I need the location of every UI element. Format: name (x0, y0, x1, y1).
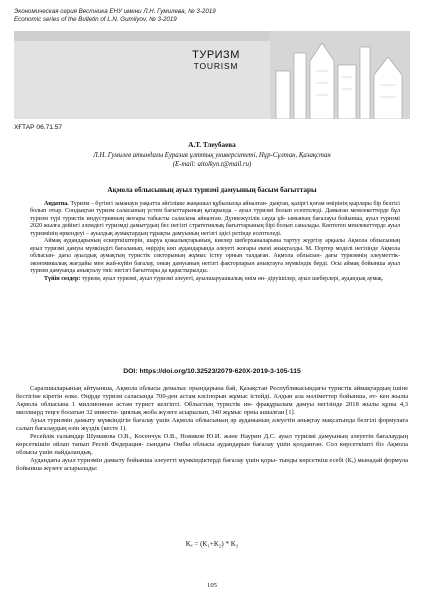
doi-link[interactable]: DOI: https://doi.org/10.32523/2079-620X-2019-3-105-115 (123, 368, 301, 375)
banner-title-en: TOURISM (193, 61, 239, 71)
running-head-line-1: Экономическая серия Вестника ЕНУ имени Л.Н. Гумилева, № 3-2019 (14, 8, 216, 15)
body-line: Ауыл туризмін дамыту мүмкіндігін бағалау үшін Ақмола облысының әр ауданының (30, 417, 270, 425)
abstract (30, 201, 400, 283)
abstract-line: тиіс негізгі бағыттары да қарастырылды. (102, 268, 209, 275)
abstract-line: көп аудандарында әлеуеті жоғары екені анықталды. М. Портер моделі негізінде Ақмола облысын- (30, 245, 400, 260)
author-affiliation (0, 152, 424, 169)
body-line: тынды көрсеткіш есебі (Кₑ) мынадай формула бойынша жүзеге асырылады: (16, 457, 408, 473)
body-line: әлеуетін анықтау мақсатында белгілі формулаға салып бағалаудың өзін жүздік (кесте 1). (16, 417, 408, 433)
body-paragraph-4 (16, 457, 408, 473)
affiliation-email: (E-mail: aitolkyn.t@mail.ru) (172, 160, 252, 168)
abstract-line: дағы туризмнің әлеуметтік-экономикалық жағдайы мен жай-күйін бағалау, оның дамуының негізгі (30, 253, 401, 267)
body-text (16, 385, 408, 474)
abstract-paragraph-2 (30, 238, 400, 275)
abstract-line: дағы ауылдық аумақтың туристік секторының жұмыс істеу орнын талдаған. Ақмола облысын- (58, 253, 322, 260)
body-line: сындағы Омбы облысы аудандарын бағалау үшін қолданған. Сол көрсеткішті біз Ақмола (146, 441, 408, 449)
abstract-line: өркендеуі – ауылдық аумақтардың тұрақты дамуының негізгі әдісі ретінде есептеледі. (59, 230, 282, 237)
body-paragraph-1 (16, 385, 408, 417)
abstract-line: үстем бағыттарының қатарында – ауыл туризмі болып есептеледі. Дамыған мемлекеттерде бұл (147, 208, 401, 215)
abstract-line: негізгі стратегиялық бағыттарының бірі болып саналады. Көптеген мемлекеттерде ауыл туризмінің (30, 223, 400, 237)
abstract-line: ымының бағалауы бойынша, ауыл туризмі 2020 жылға дейінгі әлемдегі туризмді дамытудың бес (30, 215, 400, 230)
body-line: саласында 700-ден астам кәсіпорын жұмыс істейді. Алдын ала мәліметтер бойынша, өт- (124, 393, 378, 401)
body-line: Ресейлік ғалымдар Шумакова О.В., Косенчук О.В., Новиков Ю.И. және Наурин Д.С. (30, 433, 276, 441)
abstract-label: Аңдатпа. (44, 201, 69, 207)
banner-title (168, 49, 264, 71)
abstract-line: факторларын анықтауға мүмкіндік берді. Осы аймақ бойынша ауыл туризм дамуында анықталу (30, 260, 401, 275)
abstract-line: туризм түрі туристік индустрияның жоғары табысты саласына айналған. Дүниежүзілік сауда ұй- (30, 215, 286, 222)
body-line: циялық жоба жүзеге асырылып, 340 жұмыс орны ашылған [1]. (120, 409, 296, 417)
irsti-code: ХҒТАР 06.71.57 (14, 124, 63, 131)
body-paragraph-2 (16, 417, 408, 433)
keywords (30, 276, 400, 283)
page-number: 105 (207, 582, 217, 589)
keywords-label: Түйін сөздер: (44, 275, 81, 282)
body-line: фрақұрылым дамуы негізінде 2018 жылы құны 4,3 миллиард теңге болатын 32 инвести- (16, 401, 409, 417)
body-line: Аудандағы ауыл туризмін дамыту бойынша әлеуетті мүмкіндіктерді бағалау үшін қоры- (30, 457, 278, 465)
body-line: кен жылы Ақмола облысына 1 миллионнан астам турист келгіпті. Облыстың туристік ин- (16, 393, 409, 409)
abstract-line: Аймақ аудандарының ескерткіштерін, шаруа қожалықтарының, киелер шеберханаларына (44, 238, 282, 245)
formula: Kₑ = (K₁+K₂) * K₃ (185, 540, 239, 548)
body-line: ауыл туризмі дамуының әлеуетін бағалаудың көрсеткішін ойлап тапып Ресей Федерация- (16, 433, 409, 449)
abstract-line: дықтан, қазіргі қоғам өмірінің қырлары бір белгісі болып отыр. Сондықтан туризм саласының (30, 201, 400, 215)
keywords-line: діруішілер, ауыл шеберлері, аудандық аумақ. (267, 275, 384, 282)
body-line: Саралшыларының айтуынша, Ақмола облысы демалыс орындарына бай, Қазақстан (30, 385, 268, 392)
body-line: облысы үшін пайдаландық. (16, 449, 93, 457)
author-name: А.Т. Тлеубаева (188, 141, 236, 149)
banner-title-kz: ТУРИЗМ (192, 49, 240, 61)
running-head-line-2: Economic series of the Bulletin of L.N. Gumilyov, № 3-2019 (14, 16, 177, 23)
running-head (14, 8, 414, 24)
section-banner (14, 31, 410, 119)
article-title: Ақмола облысының ауыл туризмі дамуының басым бағыттары (107, 186, 317, 194)
affiliation-line-1: Л.Н. Гумилев атындағы Еуразия ұлттық университеті, Нұр-Сұлтан, Қазақстан (93, 152, 331, 159)
abstract-paragraph-1 (30, 201, 400, 238)
abstract-line: тартуу жүргізу арқылы Ақмола облысының ауыл туризмі дамуы мүмкіндігі бағаланып, өңірдің (30, 238, 401, 252)
body-paragraph-3 (16, 433, 408, 457)
keywords-line: туризм, ауыл туризмі, ауыл туризмі әлеуеті, ауылшаруашылық өнім өн- (80, 275, 267, 282)
abstract-line: Туризм – бүгінгі заманауи уақытта әйгілікке жаңашыл құбылысқа айналған- (70, 201, 268, 207)
city-skyline-illustration (270, 31, 410, 119)
body-line: Республикасындағы туристік аймақтардың ішіне бестігіне кіретін өлке. Өңірде туризм (16, 385, 408, 401)
